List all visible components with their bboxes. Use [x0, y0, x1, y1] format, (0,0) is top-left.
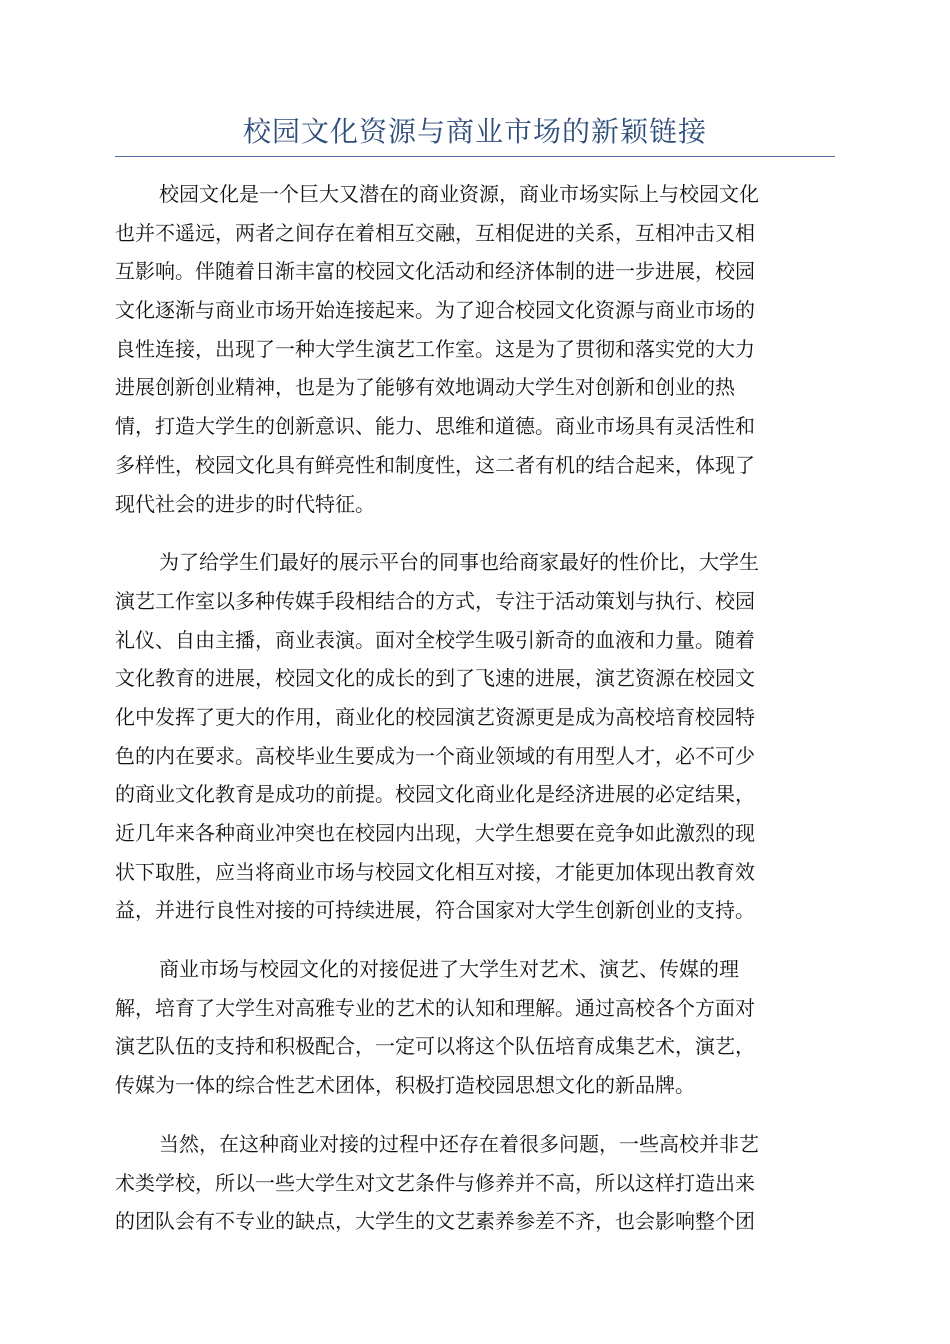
- text-line: 化中发挥了更大的作用，商业化的校园演艺资源更是成为高校培育校园特: [115, 704, 755, 729]
- text-line: 多样性，校园文化具有鲜亮性和制度性，这二者有机的结合起来，体现了: [115, 452, 755, 477]
- text-line: 当然，在这种商业对接的过程中还存在着很多问题，一些高校并非艺: [159, 1131, 759, 1156]
- text-line: 礼仪、自由主播，商业表演。面对全校学生吸引新奇的血液和力量。随着: [115, 627, 755, 652]
- text-line: 为了给学生们最好的展示平台的同事也给商家最好的性价比，大学生: [159, 550, 759, 575]
- text-line: 良性连接，出现了一种大学生演艺工作室。这是为了贯彻和落实党的大力: [115, 336, 755, 361]
- text-line: 解，培育了大学生对高雅专业的艺术的认知和理解。通过高校各个方面对: [115, 995, 755, 1020]
- paragraph-4: [115, 1125, 835, 1241]
- text-line: 的团队会有不专业的缺点，大学生的文艺素养参差不齐，也会影响整个团: [115, 1209, 755, 1234]
- text-line: 校园文化是一个巨大又潜在的商业资源，商业市场实际上与校园文化: [159, 182, 759, 206]
- document-body: [115, 175, 835, 1261]
- text-line: 情，打造大学生的创新意识、能力、思维和道德。商业市场具有灵活性和: [115, 414, 755, 439]
- text-line: 演艺工作室以多种传媒手段相结合的方式，专注于活动策划与执行、校园: [115, 588, 755, 613]
- text-line: 状下取胜，应当将商业市场与校园文化相互对接，才能更加体现出教育效: [115, 859, 755, 884]
- text-line: 文化逐渐与商业市场开始连接起来。为了迎合校园文化资源与商业市场的: [115, 298, 755, 323]
- text-line: 互影响。伴随着日渐丰富的校园文化活动和经济体制的进一步进展，校园: [115, 259, 755, 284]
- paragraph-3: [115, 950, 835, 1105]
- text-line: 进展创新创业精神，也是为了能够有效地调动大学生对创新和创业的热: [115, 375, 735, 400]
- title-underline: [115, 156, 835, 157]
- text-line: 商业市场与校园文化的对接促进了大学生对艺术、演艺、传媒的理: [159, 957, 739, 982]
- text-line: 近几年来各种商业冲突也在校园内出现，大学生想要在竞争如此激烈的现: [115, 821, 755, 845]
- text-line: 术类学校，所以一些大学生对文艺条件与修养并不高，所以这样打造出来: [115, 1170, 755, 1195]
- text-line: 也并不遥远，两者之间存在着相互交融，互相促进的关系，互相冲击又相: [115, 220, 755, 245]
- text-line: 演艺队伍的支持和积极配合，一定可以将这个队伍培育成集艺术，演艺，: [115, 1034, 755, 1059]
- text-line: 的商业文化教育是成功的前提。校园文化商业化是经济进展的必定结果，: [115, 782, 755, 807]
- text-line: 文化教育的进展，校园文化的成长的到了飞速的进展，演艺资源在校园文: [115, 666, 755, 691]
- paragraph-2: [115, 543, 835, 930]
- document-title: 校园文化资源与商业市场的新颖链接: [242, 115, 707, 148]
- paragraph-1: [115, 175, 835, 523]
- text-line: 传媒为一体的综合性艺术团体，积极打造校园思想文化的新品牌。: [115, 1073, 695, 1098]
- text-line: 现代社会的进步的时代特征。: [115, 491, 375, 516]
- text-line: 益，并进行良性对接的可持续进展，符合国家对大学生创新创业的支持。: [115, 898, 755, 923]
- text-line: 色的内在要求。高校毕业生要成为一个商业领域的有用型人才，必不可少: [115, 743, 755, 768]
